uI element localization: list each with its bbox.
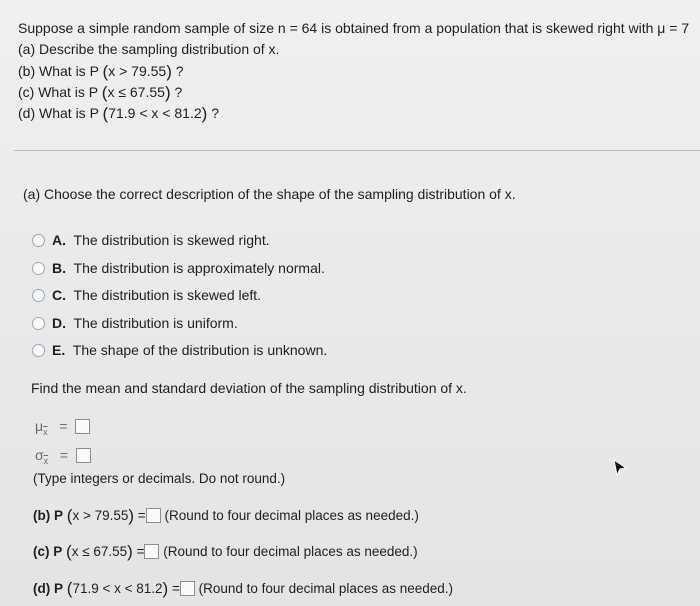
mean-sd-prompt: Find the mean and standard deviation of the sampling distribution of x.	[31, 380, 467, 396]
answer-b-input[interactable]	[146, 508, 161, 523]
radio-option-a[interactable]	[32, 234, 45, 247]
problem-intro: Suppose a simple random sample of size n = 64 is obtained from a population that is skewed right with μ = 7	[18, 20, 690, 36]
mouse-pointer-icon	[612, 458, 628, 478]
sd-row: $\sigma_{\overline{x}}$ =	[35, 447, 91, 466]
problem-part-b: (b) What is P (x > 79.55) ?	[18, 62, 184, 81]
problem-part-a: (a) Describe the sampling distribution of x.	[18, 41, 280, 57]
mu-symbol: μ	[35, 418, 44, 434]
round-note: (Type integers or decimals. Do not round.)	[33, 471, 286, 486]
answer-c-row: (c) P (x ≤ 67.55) = (Round to four decimal places as needed.)	[33, 542, 418, 561]
option-label: The distribution is uniform.	[73, 315, 238, 331]
part-a-prompt: (a) Choose the correct description of the shape of the sampling distribution of x.	[23, 186, 516, 202]
answer-d-row: (d) P (71.9 < x < 81.2) = (Round to four decimal places as needed.)	[33, 579, 454, 598]
answer-b-row: (b) P (x > 79.55) = (Round to four decimal places as needed.)	[33, 506, 419, 525]
radio-option-b[interactable]	[32, 262, 45, 275]
option-letter: D.	[52, 315, 66, 331]
answer-d-input[interactable]	[180, 581, 195, 596]
section-divider	[14, 150, 700, 151]
option-letter: E.	[52, 342, 66, 358]
radio-option-e[interactable]	[32, 344, 45, 357]
problem-part-c: (c) What is P (x ≤ 67.55) ?	[18, 83, 183, 102]
option-letter: A.	[52, 232, 66, 248]
radio-option-d[interactable]	[32, 317, 45, 330]
mean-input[interactable]	[75, 419, 90, 434]
sigma-symbol: σ	[35, 447, 44, 463]
answer-c-input[interactable]	[144, 544, 159, 559]
option-label: The distribution is skewed right.	[73, 232, 270, 248]
radio-option-c[interactable]	[32, 289, 45, 302]
option-letter: C.	[52, 287, 66, 303]
option-letter: B.	[52, 260, 66, 276]
option-label: The distribution is approximately normal.	[73, 260, 325, 276]
mean-row: $\mu_{\overline{x}}$ =	[35, 418, 90, 437]
sd-input[interactable]	[76, 448, 91, 463]
option-label: The shape of the distribution is unknown.	[72, 342, 328, 358]
problem-part-d: (d) What is P (71.9 < x < 81.2) ?	[18, 104, 219, 123]
option-label: The distribution is skewed left.	[73, 287, 262, 303]
